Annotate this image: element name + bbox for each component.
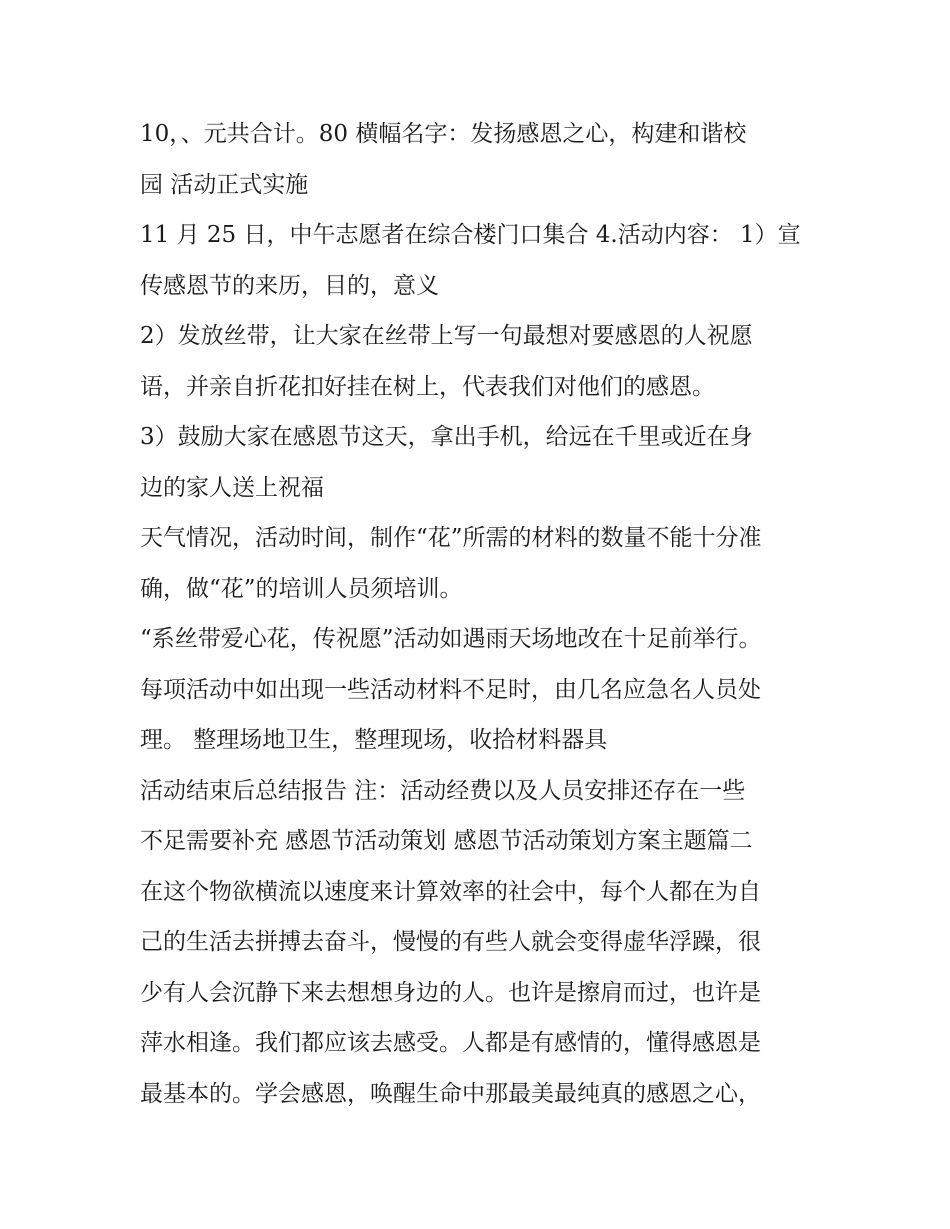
text-line: 己的生活去拼搏去奋斗，慢慢的有些人就会变得虚华浮躁，很 <box>140 929 761 955</box>
text-line: 不足需要补充 感恩节活动策划 感恩节活动策划方案主题篇二 <box>140 828 753 854</box>
text-line: 理。 整理场地卫生，整理现场，收拾材料器具 <box>140 727 608 753</box>
text-line: 园 活动正式实施 <box>140 171 309 198</box>
text-line: 传感恩节的来历，目的，意义 <box>140 272 439 299</box>
text-line: 11 月 25 日，中午志愿者在综合楼门口集合 4.活动内容： 1）宣 <box>140 222 801 248</box>
text-line: 3）鼓励大家在感恩节这天，拿出手机，给远在千里或近在身 <box>140 424 753 450</box>
text-line: 萍水相逢。我们都应该去感受。人都是有感情的，懂得感恩是 <box>140 1030 761 1056</box>
text-line: 在这个物欲横流以速度来计算效率的社会中，每个人都在为自 <box>140 878 761 905</box>
text-line: “系丝带爱心花，传祝愿”活动如遇雨天场地改在十足前举行。 <box>140 626 762 652</box>
text-line: 2）发放丝带，让大家在丝带上写一句最想对要感恩的人祝愿 <box>140 323 753 349</box>
text-line: 少有人会沉静下来去想想身边的人。也许是擦肩而过，也许是 <box>140 979 761 1006</box>
body-text <box>140 109 820 1119</box>
text-line: 每项活动中如出现一些活动材料不足时，由几名应急名人员处 <box>140 676 761 703</box>
text-line: 语，并亲自折花扣好挂在树上，代表我们对他们的感恩。 <box>140 373 715 400</box>
text-line: 活动结束后总结报告 注：活动经费以及人员安排还存在一些 <box>140 777 746 804</box>
text-line: 天气情况，活动时间，制作“花”所需的材料的数量不能十分准 <box>140 525 762 551</box>
text-line: 10，、元共合计。80 横幅名字：发扬感恩之心，构建和谐校 <box>140 121 747 147</box>
text-line: 确，做“花”的培训人员须培训。 <box>140 575 463 602</box>
text-line: 最基本的。学会感恩，唤醒生命中那最美最纯真的感恩之心， <box>140 1080 761 1107</box>
text-line: 边的家人送上祝福 <box>140 474 324 501</box>
